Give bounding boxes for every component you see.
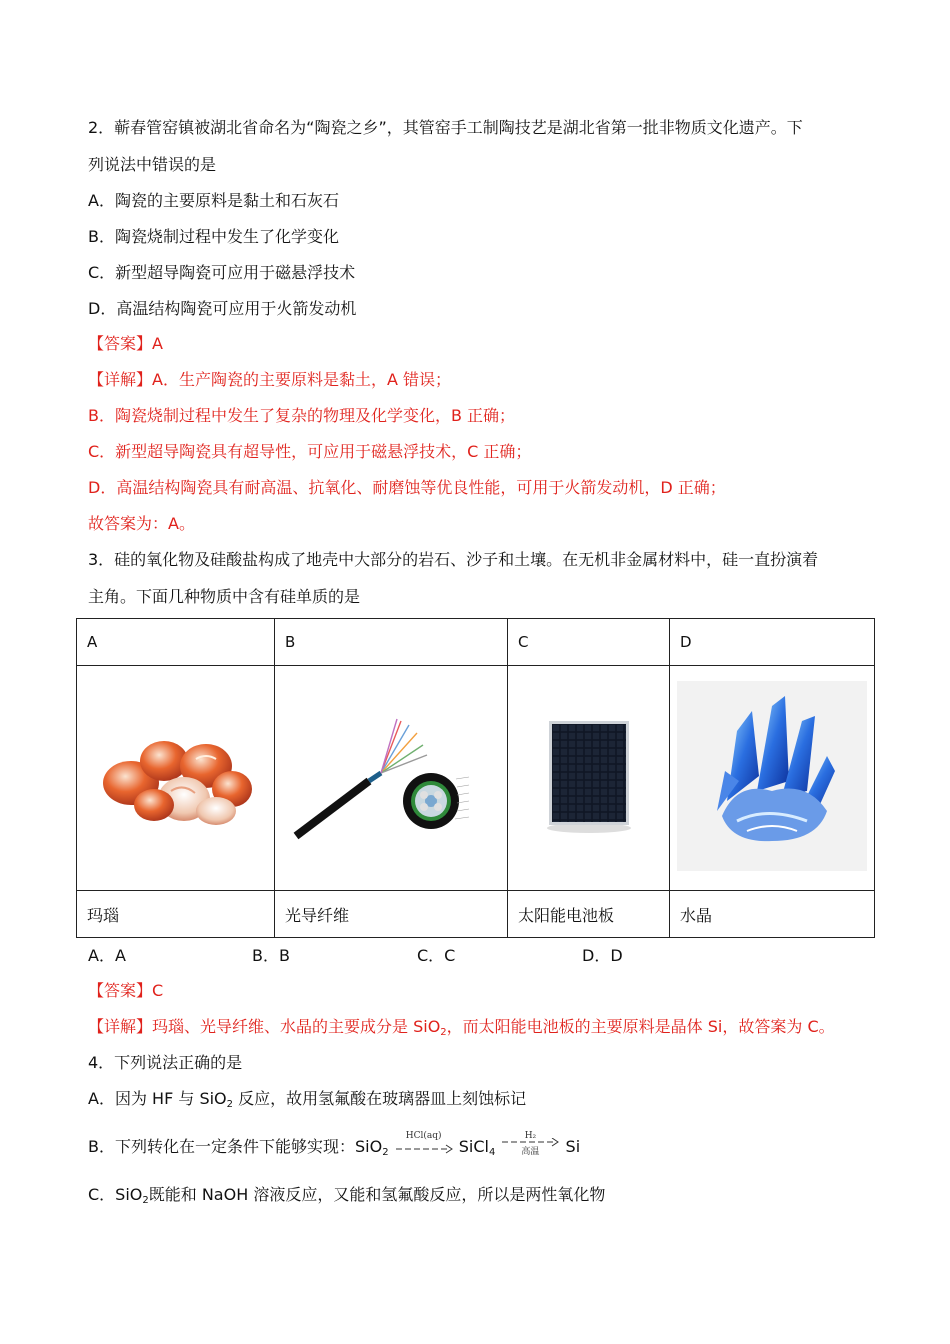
q2-explain-5: 故答案为：A。 [88,514,195,533]
q2-stem-line1: 2．蕲春管窑镇被湖北省命名为“陶瓷之乡”，其管窑手工制陶技艺是湖北省第一批非物质文化遗产。下 [88,118,803,137]
table-header-d: D [670,619,875,666]
q2-explain-1: 【详解】A．生产陶瓷的主要原料是黏土，A 错误； [88,370,451,389]
crystal-image [670,666,875,891]
table-label-agate: 玛瑙 [77,891,275,938]
q4-stem: 4．下列说法正确的是 [88,1053,243,1072]
q4-option-c: C．SiO$_2$既能和 NaOH 溶液反应，又能和氢氟酸反应，所以是两性氧化物 [88,1185,606,1206]
q4-option-b: B．下列转化在一定条件下能够实现：SiO$_2$ HCl(aq) SiCl$_4$ H₂ 高温 Si [88,1130,581,1158]
table-header-b: B [275,619,508,666]
reaction-arrow-2: H₂ 高温 [500,1138,560,1158]
table-label-fiber: 光导纤维 [275,891,508,938]
optical-fiber-image [275,666,508,891]
q2-explain-2: B．陶瓷烧制过程中发生了复杂的物理及化学变化，B 正确； [88,406,516,425]
q3-options-table [76,618,875,938]
q3-choice-b: B．B [252,946,290,965]
q3-choice-d: D．D [582,946,623,965]
q3-stem-line1: 3．硅的氧化物及硅酸盐构成了地壳中大部分的岩石、沙子和土壤。在无机非金属材料中，硅一直扮演着 [88,550,819,569]
q4-option-a: A．因为 HF 与 SiO$_2$ 反应，故用氢氟酸在玻璃器皿上刻蚀标记 [88,1089,527,1110]
table-header-a: A [77,619,275,666]
q2-explain-3: C．新型超导陶瓷具有超导性，可应用于磁悬浮技术，C 正确； [88,442,532,461]
q2-option-b: B．陶瓷烧制过程中发生了化学变化 [88,227,339,246]
q3-stem-line2: 主角。下面几种物质中含有硅单质的是 [88,587,361,606]
q3-explain: 【详解】玛瑙、光导纤维、水晶的主要成分是 SiO$_2$，而太阳能电池板的主要原料是晶体 Si，故答案为 C。 [88,1017,835,1038]
table-label-crystal: 水晶 [670,891,875,938]
solar-panel-image [508,666,670,891]
agate-image [77,666,275,891]
table-header-c: C [508,619,670,666]
reaction-arrow-1: HCl(aq) [394,1138,454,1158]
q2-option-c: C．新型超导陶瓷可应用于磁悬浮技术 [88,263,356,282]
q3-choice-a: A．A [88,946,126,965]
table-label-solar: 太阳能电池板 [508,891,670,938]
q2-option-a: A．陶瓷的主要原料是黏土和石灰石 [88,191,339,210]
q2-explain-4: D．高温结构陶瓷具有耐高温、抗氧化、耐磨蚀等优良性能，可用于火箭发动机，D 正确； [88,478,726,497]
q2-answer: 【答案】A [88,334,163,353]
q2-option-d: D．高温结构陶瓷可应用于火箭发动机 [88,299,357,318]
q3-answer: 【答案】C [88,981,164,1000]
q3-choice-c: C．C [417,946,456,965]
q2-stem-line2: 列说法中错误的是 [88,155,217,174]
